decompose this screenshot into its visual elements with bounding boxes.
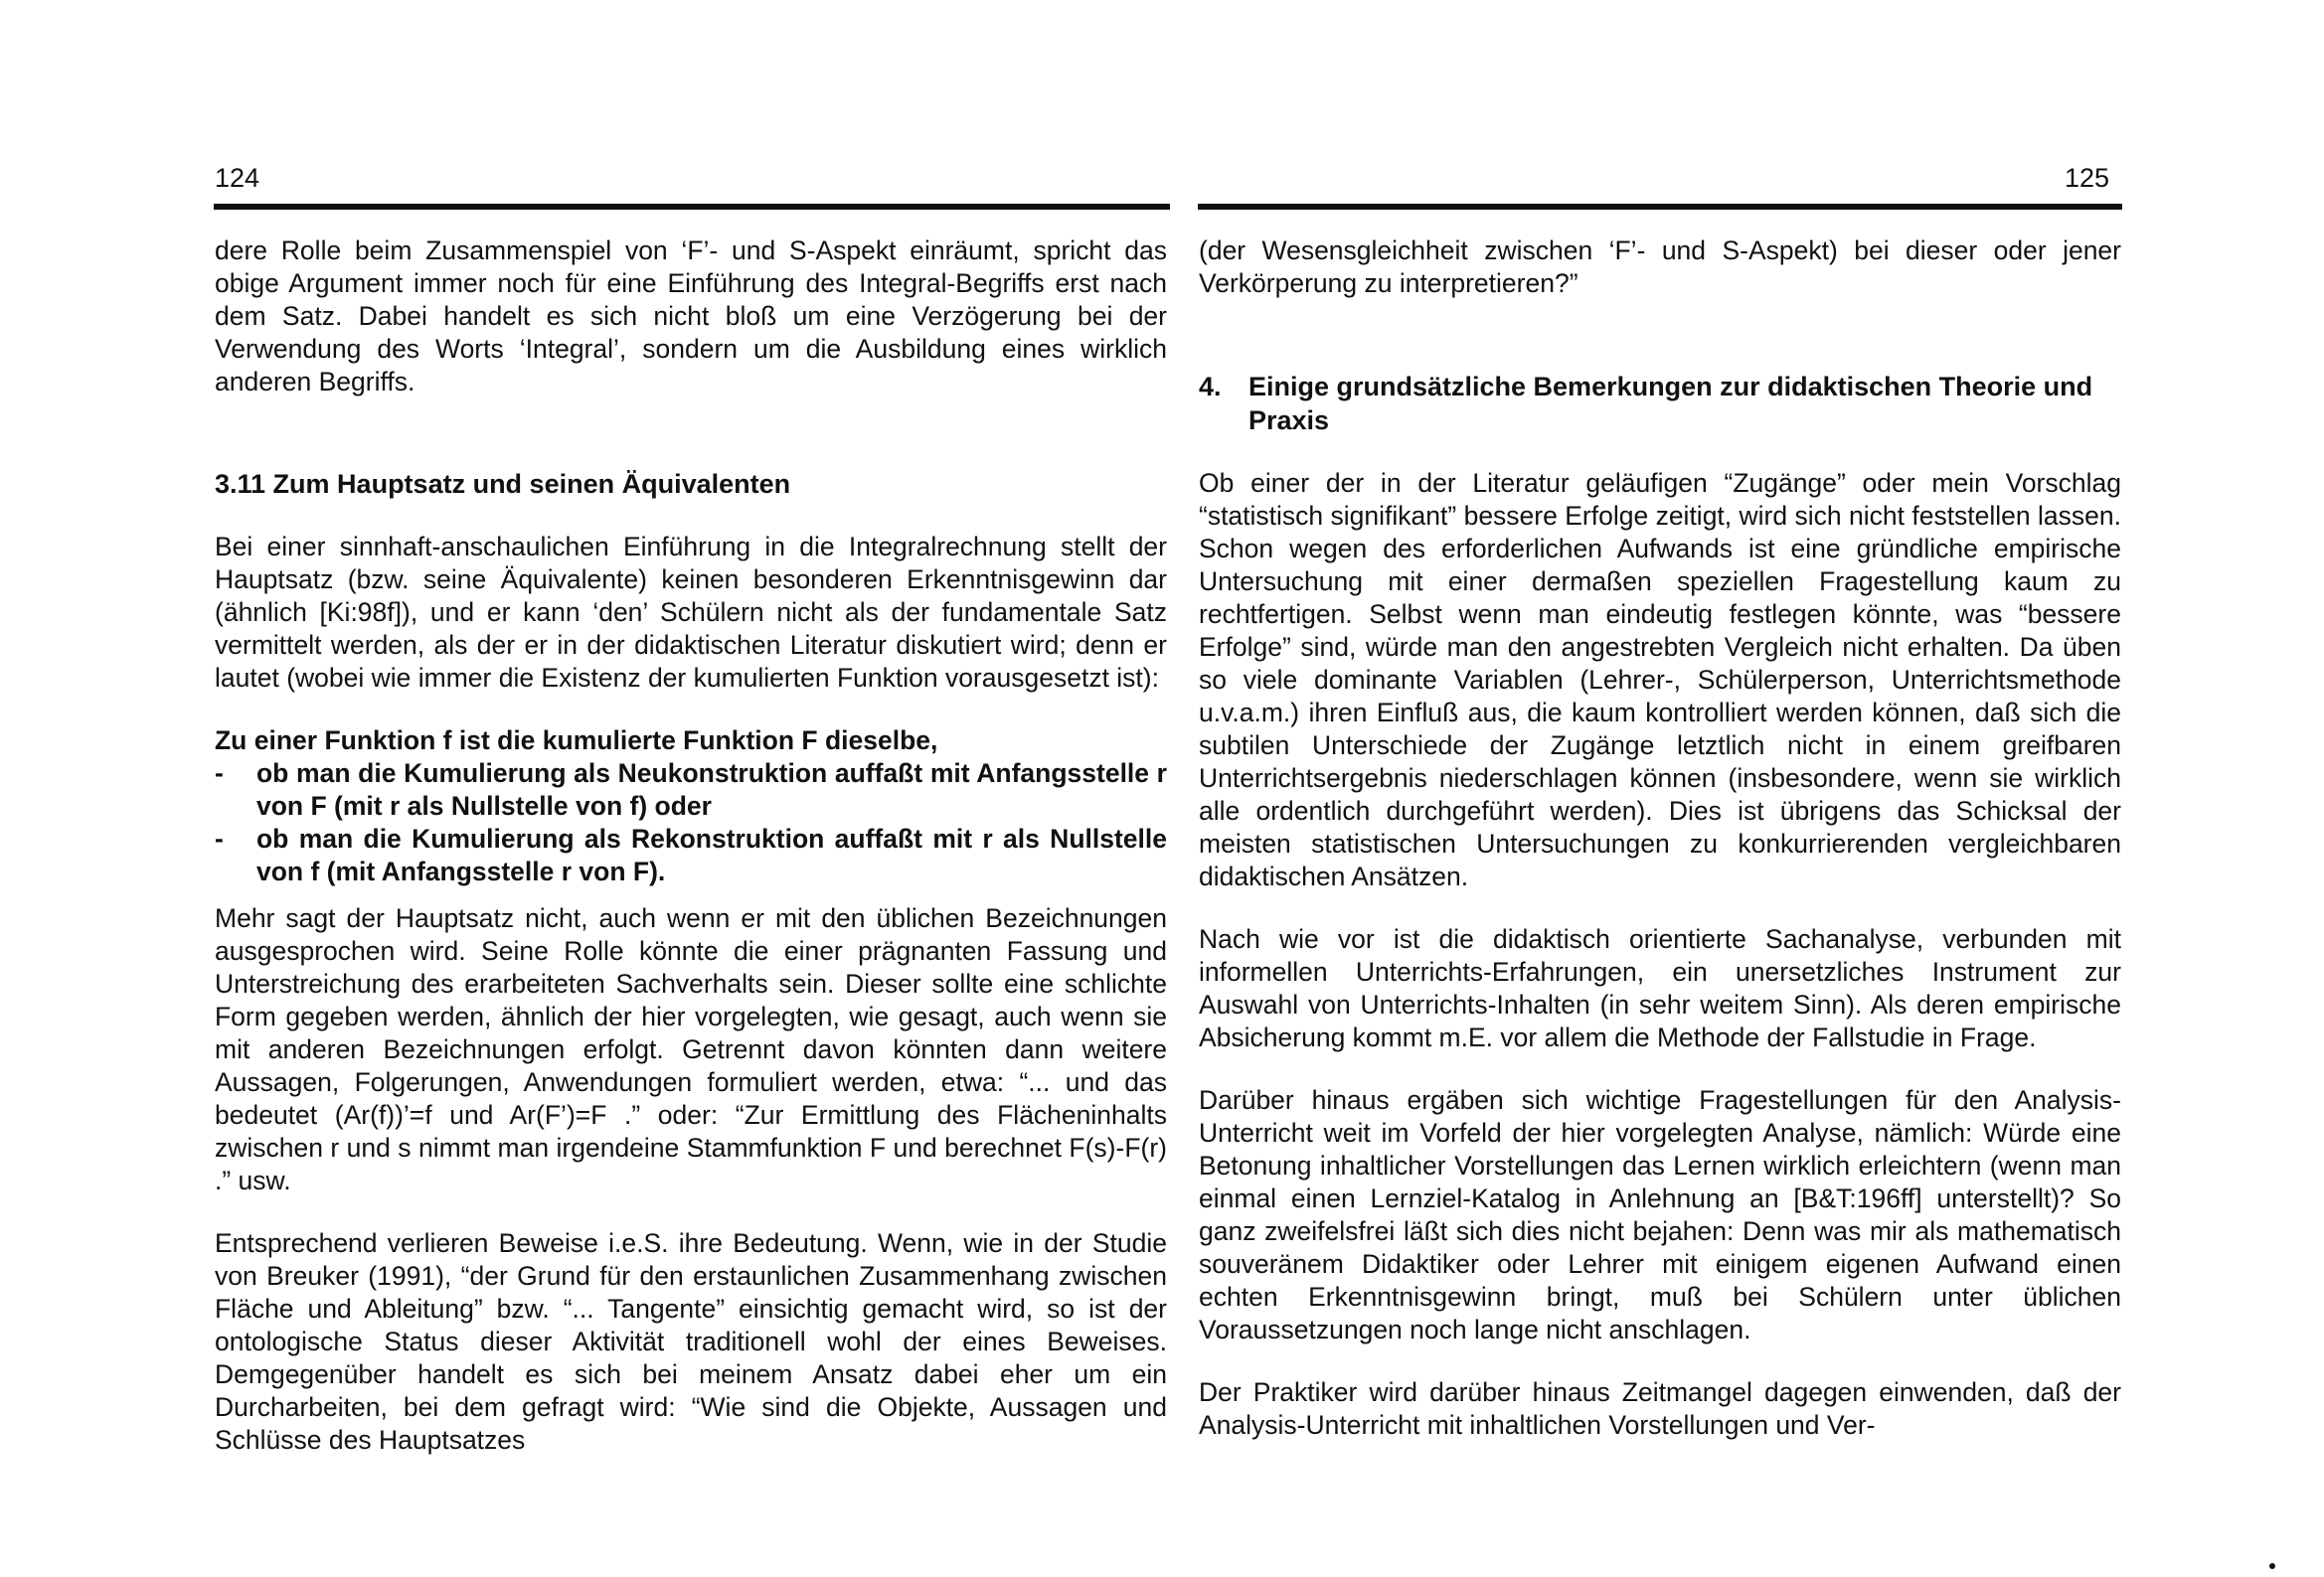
right-column <box>1199 235 2121 1442</box>
paragraph: Bei einer sinnhaft-anschaulichen Einführung in die Integralrechnung stellt der Hauptsatz (bzw. seine Äquivalente) keinen besonderen Erkenntnisgewinn dar (ähnlich [Ki:98f]), und er kann ‘den’ Schülern nicht als der fundamentale Satz vermittelt werden, als der er in der didaktischen Literatur diskutiert wird; denn er lautet (wobei wie immer die Existenz der kumulierten Funktion vorausgesetzt ist): <box>215 532 1167 693</box>
right-page <box>1183 0 2324 1577</box>
section-heading <box>1199 370 2121 437</box>
list-dash: - <box>215 824 224 854</box>
section-title: Einige grundsätzliche Bemerkungen zur didaktischen Theorie und Praxis <box>1248 372 2093 435</box>
theorem-item-text: ob man die Kumulierung als Neukonstruktion auffaßt mit Anfangsstelle r von F (mit r als Nullstelle von f) oder <box>256 758 1167 821</box>
theorem-block <box>215 724 1167 888</box>
paragraph: Mehr sagt der Hauptsatz nicht, auch wenn er mit den üblichen Bezeichnungen ausgesprochen wird. Seine Rolle könnte die einer prägnanten Fassung und Unterstreichung des erarbeiteten Sachverhalts sein. Dieser sollte eine schlichte Form gegeben werden, ähnlich der hier vorgelegten, wie gesagt, auch wenn sie mit anderen Bezeichnungen erfolgt. Getrennt davon könnten dann weitere Aussagen, Folgerungen, Anwendungen formuliert werden, etwa: “... und das bedeutet (Ar(f))’=f und Ar(F’)=F .” oder: “Zur Ermittlung des Flächeninhalts zwischen r und s nimmt man irgendeine Stammfunktion F und berechnet F(s)-F(r) .” usw. <box>215 903 1167 1195</box>
header-rule <box>214 204 1170 210</box>
paragraph: Darüber hinaus ergäben sich wichtige Fragestellungen für den Analysis-Unterricht weit im Vorfeld der hier vorgelegten Analyse, nämlich: Würde eine Betonung inhaltlicher Vorstellungen das Lernen wirklich erleichtern (wenn man einmal einen Lernziel-Katalog in Anlehnung an [B&T:196ff] unterstellt)? So ganz zweifelsfrei läßt sich dies nicht bejahen: Denn was mir als mathematisch souveränem Didaktiker oder Lehrer mit einigem eigenen Aufwand einen echten Erkenntnisgewinn bringt, muß bei Schülern unter üblichen Voraussetzungen noch lange nicht anschlagen. <box>1199 1085 2121 1344</box>
theorem-item-text: ob man die Kumulierung als Rekonstruktion auffaßt mit r als Nullstelle von f (mit Anfangsstelle r von F). <box>256 824 1167 886</box>
paragraph: Der Praktiker wird darüber hinaus Zeitmangel dagegen einwenden, daß der Analysis-Unterricht mit inhaltlichen Vorstellungen und Ver- <box>1199 1377 2121 1440</box>
theorem-item <box>215 757 1167 823</box>
paragraph: Entsprechend verlieren Beweise i.e.S. ihre Bedeutung. Wenn, wie in der Studie von Breuker (1991), “der Grund für den erstaunlichen Zusammenhang zwischen Fläche und Ableitung” bzw. “... Tangente” einsichtig gemacht wird, so ist der ontologische Status dieser Aktivität traditionell wohl der eines Beweises. Demgegenüber handelt es sich bei meinem Ansatz dabei eher um ein Durcharbeiten, bei dem gefragt wird: “Wie sind die Objekte, Aussagen und Schlüsse des Hauptsatzes <box>215 1228 1167 1455</box>
header-rule <box>1198 204 2122 210</box>
paragraph: (der Wesensgleichheit zwischen ‘F’- und S-Aspekt) bei dieser oder jener Verkörperung zu interpretieren?” <box>1199 236 2121 298</box>
theorem-statement: Zu einer Funktion f ist die kumulierte Funktion F dieselbe, <box>215 725 938 755</box>
list-dash: - <box>215 758 224 788</box>
left-column <box>215 235 1167 1457</box>
paragraph: Nach wie vor ist die didaktisch orientierte Sachanalyse, verbunden mit informellen Unterrichts-Erfahrungen, ein unersetzliches Instrument zur Auswahl von Unterrichts-Inhalten (in sehr weitem Sinn). Als deren empirische Absicherung kommt m.E. vor allem die Methode der Fallstudie in Frage. <box>1199 924 2121 1052</box>
page-number: 125 <box>2065 163 2110 193</box>
section-heading: 3.11 Zum Hauptsatz und seinen Äquivalenten <box>215 469 791 499</box>
paragraph: Ob einer der in der Literatur geläufigen “Zugänge” oder mein Vorschlag “statistisch signifikant” bessere Erfolge zeitigt, wird sich nicht feststellen lassen. Schon wegen des erforderlichen Aufwands ist eine gründliche empirische Untersuchung mit einer dermaßen speziellen Fragestellung kaum zu rechtfertigen. Selbst wenn man eindeutig festlegen könnte, was “bessere Erfolge” sind, würde man den angestrebten Vergleich nicht erhalten. Da üben so viele dominante Variablen (Lehrer-, Schülerperson, Unterrichtsmethode u.v.a.m.) ihren Einfluß aus, die kaum kontrolliert werden können, daß sich die subtilen Unterschiede der Zugänge letztlich nicht in einem greifbaren Unterrichtsergebnis niederschlagen können (insbesondere, wenn sie wirklich alle ordentlich durchgeführt werden). Dies ist übrigens das Schicksal der meisten statistischen Untersuchungen zu konkurrierenden vergleichbaren didaktischen Ansätzen. <box>1199 468 2121 891</box>
theorem-item <box>215 823 1167 888</box>
paragraph: dere Rolle beim Zusammenspiel von ‘F’- und S-Aspekt einräumt, spricht das obige Argument immer noch für eine Einführung des Integral-Begriffs erst nach dem Satz. Dabei handelt es sich nicht bloß um eine Verzögerung bei der Verwendung des Worts ‘Integral’, sondern um die Ausbildung eines wirklich anderen Begriffs. <box>215 236 1167 396</box>
theorem-list <box>215 757 1167 888</box>
margin-dot <box>2269 1563 2275 1569</box>
page-number: 124 <box>215 163 260 193</box>
section-number: 4. <box>1199 372 1222 401</box>
